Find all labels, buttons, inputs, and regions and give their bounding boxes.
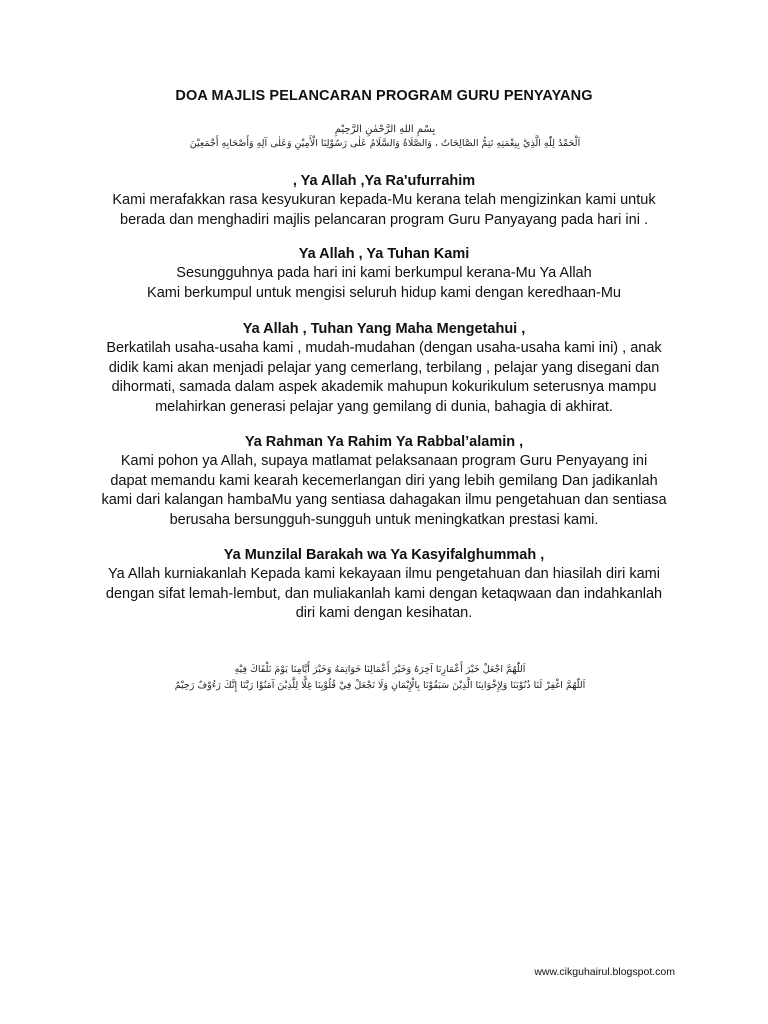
body-line: diri kami dengan kesihatan. [295,605,473,622]
body-line: dihormati, samada dalam aspek akademik mahupun kokurikulum seterusnya mampu [111,379,657,396]
section-heading: Ya Rahman Ya Rahim Ya Rabbal’alamin , [244,434,524,450]
section-body [80,565,688,624]
body-line: didik kami akan menjadi pelajar yang cemerlang, terbilang , pelajar yang disegani dan [108,359,660,376]
body-line: berada dan menghadiri majlis pelancaran program Guru Panyayang pada hari ini . [120,211,648,228]
body-line: Berkatilah usaha-usaha kami , mudah-mudahan (dengan usaha-usaha kami ini) , anak [106,340,662,356]
body-line: Kami merafakkan rasa kesyukuran kepada-Mu kerana telah mengizinkan kami untuk [112,192,656,208]
prayer-section-1 [80,172,688,230]
section-heading: Ya Allah , Tuhan Yang Maha Mengetahui , [242,321,526,337]
arabic-closing-line-1: اَللّٰهُمَّ اجْعَلْ خَيْرَ أَعْمَارِنَا آخِرَهُ وَخَيْرَ أَعْمَالِنَا خَوَاتِمَهُ وَخَيْرَ أَيَّامِنَا يَوْمَ نَلْقَاكَ فِيْهِ [234,664,526,675]
section-body [80,452,688,530]
section-body [80,339,688,417]
body-line: Kami pohon ya Allah, supaya matlamat pelaksanaan program Guru Penyayang ini [120,453,648,469]
body-line: Ya Allah kurniakanlah Kepada kami kekayaan ilmu pengetahuan dan hiasilah diri kami [108,566,660,582]
document-title: DOA MAJLIS PELANCARAN PROGRAM GURU PENYAYANG [175,88,593,104]
section-heading: Ya Allah , Ya Tuhan Kami [298,246,470,262]
arabic-closing-line-2: اَللّٰهُمَّ اغْفِرْ لَنَا ذُنُوْبَنَا وَلِإِخْوَانِنَا الَّذِيْنَ سَبَقُوْنَا بِالْإِيْمَانِ وَلَا تَجْعَلْ فِيْ قُلُوْبِنَا غِلًّا لِلَّذِيْنَ آمَنُوْا رَبَّنَا إِنَّكَ رَءُوْفٌ رَحِيْمٌ [174,680,586,691]
body-line: Sesungguhnya pada hari ini kami berkumpul kerana-Mu Ya Allah [176,265,592,281]
body-line: dapat memandu kami kearah kecemerlangan diri yang lebih gemilang Dan jadikanlah [110,472,658,489]
section-body [80,191,688,230]
footer-website: www.cikguhairul.blogspot.com [534,966,675,978]
section-body [80,264,688,303]
section-heading: , Ya Allah ,Ya Ra'ufurrahim [292,173,476,189]
body-line: dengan sifat lemah-lembut, dan muliakanlah kami dengan ketaqwaan dan indahkanlah [105,585,663,602]
prayer-section-2 [80,245,688,303]
prayer-section-3 [80,320,688,417]
prayer-section-5 [80,546,688,624]
arabic-opening-praise: اَلْحَمْدُ لِلّٰهِ الَّذِيْ بِنِعْمَتِهِ تَتِمُّ الصَّالِحَاتُ ، وَالصَّلَاةُ وَالسَّلَامُ عَلٰى رَسُوْلِنَا الْأَمِيْنِ وَعَلٰى آلِهِ وَأَصْحَابِهِ أَجْمَعِيْنَ [189,138,581,149]
body-line: melahirkan generasi pelajar yang gemilang di dunia, bahagia di akhirat. [155,398,613,415]
section-heading: Ya Munzilal Barakah wa Ya Kasyifalghummah , [223,547,545,563]
body-line: kami dari kalangan hambaMu yang sentiasa dahagakan ilmu pengetahuan dan sentiasa [101,492,667,509]
body-line: berusaha bersungguh-sungguh untuk meningkatkan prestasi kami. [169,511,599,528]
body-line: Kami berkumpul untuk mengisi seluruh hidup kami dengan keredhaan-Mu [147,284,621,301]
prayer-section-4 [80,433,688,530]
arabic-basmalah: بِسْمِ اللهِ الرَّحْمٰنِ الرَّحِيْمِ [334,124,436,135]
